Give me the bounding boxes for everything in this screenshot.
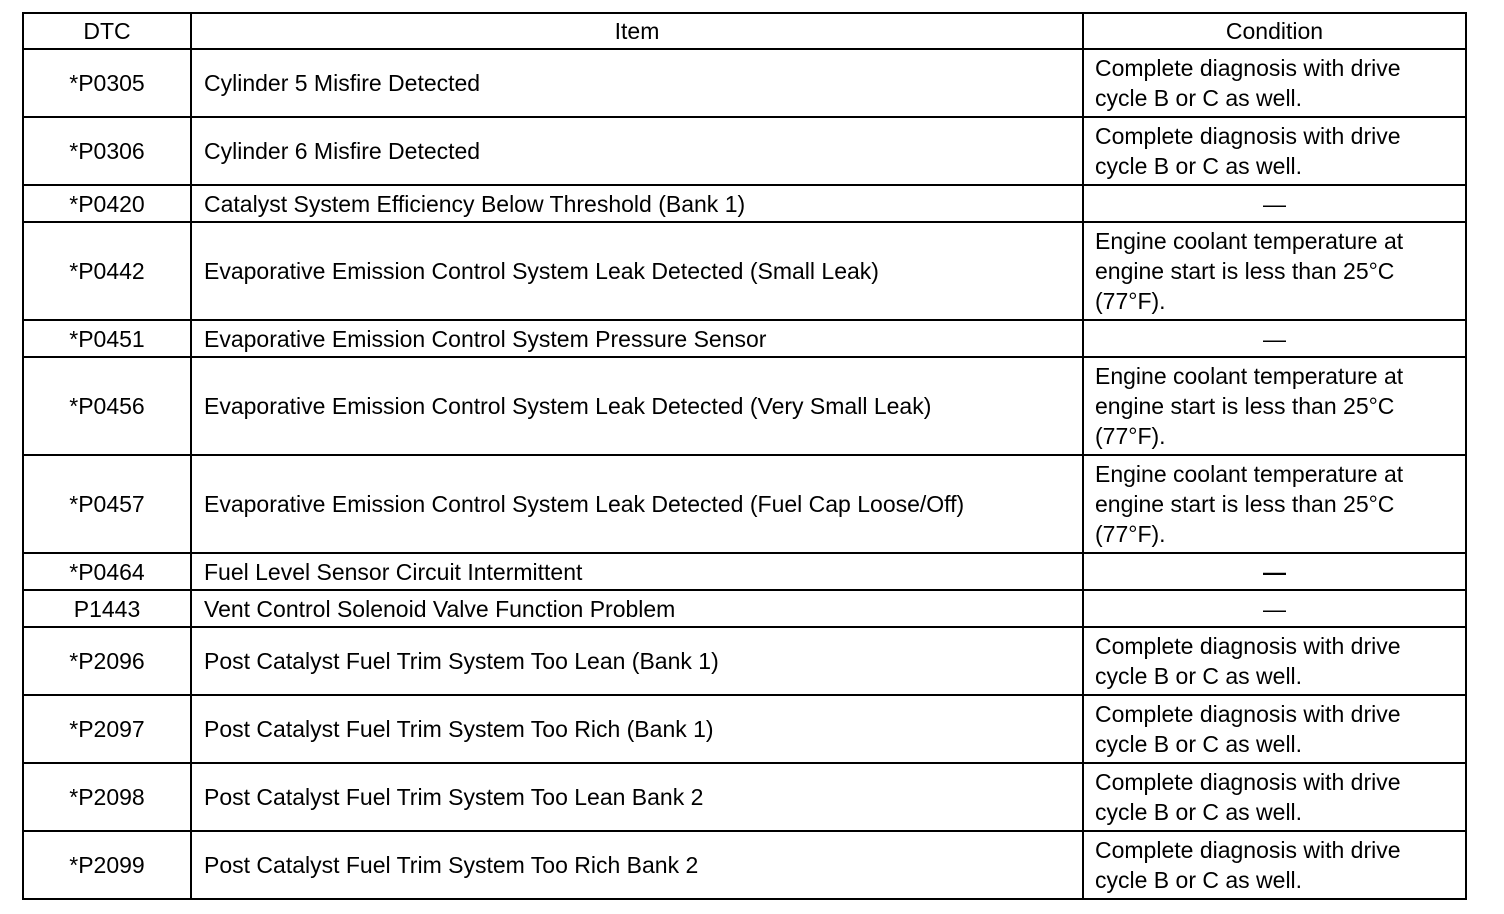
header-dtc: DTC [23, 13, 191, 49]
table-row [23, 590, 1466, 627]
item-description: Cylinder 6 Misfire Detected [191, 117, 1083, 185]
item-description: Evaporative Emission Control System Leak Detected (Fuel Cap Loose/Off) [191, 455, 1083, 553]
condition-line: cycle B or C as well. [1095, 85, 1303, 111]
condition-line: (77°F). [1095, 521, 1166, 547]
dtc-code: *P0305 [23, 49, 191, 117]
condition-line: Engine coolant temperature at [1095, 461, 1404, 487]
table-body [23, 49, 1466, 899]
dtc-code: *P0306 [23, 117, 191, 185]
item-description: Post Catalyst Fuel Trim System Too Lean (Bank 1) [191, 627, 1083, 695]
dtc-code: *P2098 [23, 763, 191, 831]
table-row [23, 222, 1466, 320]
item-description: Evaporative Emission Control System Leak Detected (Small Leak) [191, 222, 1083, 320]
condition-cell [1083, 627, 1466, 695]
condition-cell [1083, 49, 1466, 117]
dtc-code: *P0451 [23, 320, 191, 357]
dtc-table [22, 12, 1467, 900]
condition-line: Complete diagnosis with drive [1095, 633, 1401, 659]
header-condition: Condition [1083, 13, 1466, 49]
item-description: Cylinder 5 Misfire Detected [191, 49, 1083, 117]
dtc-code: *P2096 [23, 627, 191, 695]
condition-line: Complete diagnosis with drive [1095, 55, 1401, 81]
table-row [23, 185, 1466, 222]
condition-cell [1083, 763, 1466, 831]
dtc-code: *P0420 [23, 185, 191, 222]
dtc-code: *P0442 [23, 222, 191, 320]
item-description: Post Catalyst Fuel Trim System Too Rich (Bank 1) [191, 695, 1083, 763]
condition-line: cycle B or C as well. [1095, 867, 1303, 893]
item-description: Vent Control Solenoid Valve Function Problem [191, 590, 1083, 627]
table-row [23, 553, 1466, 590]
condition-cell [1083, 222, 1466, 320]
dtc-code: *P2097 [23, 695, 191, 763]
condition-line: cycle B or C as well. [1095, 663, 1303, 689]
item-description: Post Catalyst Fuel Trim System Too Lean Bank 2 [191, 763, 1083, 831]
condition-line: cycle B or C as well. [1095, 153, 1303, 179]
header-item: Item [191, 13, 1083, 49]
condition-cell [1083, 831, 1466, 899]
item-description: Evaporative Emission Control System Pressure Sensor [191, 320, 1083, 357]
dtc-code: *P0464 [23, 553, 191, 590]
table-row [23, 357, 1466, 455]
dtc-code: P1443 [23, 590, 191, 627]
table-row [23, 320, 1466, 357]
condition-cell [1083, 117, 1466, 185]
table-row [23, 49, 1466, 117]
dtc-code: *P2099 [23, 831, 191, 899]
condition-line: Complete diagnosis with drive [1095, 837, 1401, 863]
condition-dash: — [1263, 190, 1286, 217]
condition-cell [1083, 357, 1466, 455]
item-description: Catalyst System Efficiency Below Threshold (Bank 1) [191, 185, 1083, 222]
condition-line: engine start is less than 25°C [1095, 491, 1395, 517]
condition-line: engine start is less than 25°C [1095, 258, 1395, 284]
condition-dash: — [1263, 595, 1286, 622]
condition-dash: — [1263, 558, 1286, 585]
condition-line: Complete diagnosis with drive [1095, 769, 1401, 795]
condition-line: cycle B or C as well. [1095, 731, 1303, 757]
condition-line: Complete diagnosis with drive [1095, 123, 1401, 149]
condition-cell [1083, 695, 1466, 763]
table-row [23, 831, 1466, 899]
dtc-code: *P0457 [23, 455, 191, 553]
condition-line: (77°F). [1095, 288, 1166, 314]
condition-line: cycle B or C as well. [1095, 799, 1303, 825]
header-row [23, 13, 1466, 49]
condition-line: Engine coolant temperature at [1095, 228, 1404, 254]
condition-line: Complete diagnosis with drive [1095, 701, 1401, 727]
table-row [23, 455, 1466, 553]
dtc-code: *P0456 [23, 357, 191, 455]
condition-line: (77°F). [1095, 423, 1166, 449]
table-row [23, 763, 1466, 831]
table-row [23, 695, 1466, 763]
condition-dash: — [1263, 325, 1286, 352]
condition-line: engine start is less than 25°C [1095, 393, 1395, 419]
table-row [23, 627, 1466, 695]
item-description: Post Catalyst Fuel Trim System Too Rich Bank 2 [191, 831, 1083, 899]
table-row [23, 117, 1466, 185]
condition-cell [1083, 320, 1466, 357]
condition-line: Engine coolant temperature at [1095, 363, 1404, 389]
item-description: Evaporative Emission Control System Leak Detected (Very Small Leak) [191, 357, 1083, 455]
table-header [23, 13, 1466, 49]
condition-cell [1083, 185, 1466, 222]
item-description: Fuel Level Sensor Circuit Intermittent [191, 553, 1083, 590]
condition-cell [1083, 455, 1466, 553]
condition-cell [1083, 553, 1466, 590]
condition-cell [1083, 590, 1466, 627]
